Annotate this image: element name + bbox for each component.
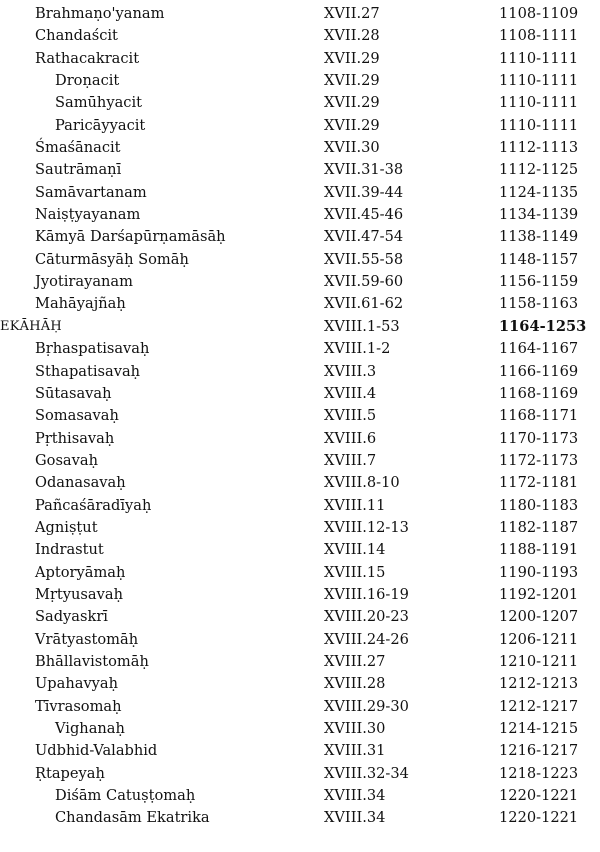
contents-row (0, 48, 600, 70)
chapter-reference: XVII.28 (324, 27, 380, 45)
chapter-reference: XVIII.14 (324, 541, 386, 559)
page-range: 1168-1171 (499, 407, 579, 425)
page-range: 1220-1221 (499, 809, 579, 827)
contents-row (0, 361, 600, 383)
page-range: 1164-1167 (499, 340, 579, 358)
rite-name: Paricāyyacit (55, 116, 146, 134)
rite-name: Vrātyastomāḥ (35, 630, 139, 648)
contents-row (0, 115, 600, 137)
chapter-reference: XVIII.6 (324, 429, 377, 447)
rite-name: Gosavaḥ (35, 451, 98, 469)
chapter-reference: XVIII.11 (324, 496, 386, 514)
chapter-reference: XVIII.31 (324, 742, 386, 760)
contents-row (0, 405, 600, 427)
chapter-reference: XVIII.1-2 (324, 340, 391, 358)
contents-row (0, 450, 600, 472)
page-range: 1108-1109 (499, 5, 579, 22)
rite-name: Indrastut (35, 541, 104, 559)
chapter-reference: XVIII.29-30 (324, 697, 409, 715)
rite-name: Samāvartanam (35, 183, 147, 201)
chapter-reference: XVII.47-54 (324, 228, 404, 246)
contents-row (0, 807, 600, 829)
chapter-reference: XVIII.34 (324, 787, 386, 805)
rite-name: Kāmyā Darśapūrṇamāsāḥ (35, 228, 226, 246)
contents-row (0, 495, 600, 517)
chapter-reference: XVIII.24-26 (324, 630, 409, 648)
chapter-reference: XVII.59-60 (324, 273, 404, 291)
contents-row (0, 383, 600, 405)
contents-row (0, 159, 600, 181)
rite-name: Droṇacit (55, 72, 120, 90)
contents-row (0, 740, 600, 762)
chapter-reference: XVIII.4 (324, 384, 377, 402)
chapter-reference: XVIII.30 (324, 720, 386, 737)
page-range: 1218-1223 (499, 764, 579, 782)
page-range: 1170-1173 (499, 429, 579, 447)
rite-name: Mahāyajñaḥ (35, 295, 126, 313)
contents-row (0, 562, 600, 584)
contents-row (0, 293, 600, 315)
chapter-reference: XVIII.12-13 (324, 518, 409, 536)
contents-row (0, 226, 600, 248)
rite-name: Rathacakracit (35, 49, 140, 67)
contents-row (0, 651, 600, 673)
rite-name: Odanasavaḥ (35, 474, 126, 492)
chapter-reference: XVIII.20-23 (324, 608, 409, 626)
rite-name: Aptoryāmaḥ (35, 563, 126, 581)
page-range: 1112-1125 (499, 161, 579, 179)
chapter-reference: XVII.29 (324, 94, 380, 112)
chapter-reference: XVIII.7 (324, 451, 377, 469)
page-range: 1168-1169 (499, 384, 579, 402)
contents-row (0, 785, 600, 807)
page-range: 1182-1187 (499, 518, 579, 536)
rite-name: Bṛhaspatisavaḥ (35, 340, 150, 358)
rite-name: Agniṣṭut (35, 518, 98, 536)
page-range: 1172-1173 (499, 451, 579, 469)
rite-name: Samūhyacit (55, 94, 142, 112)
chapter-reference: XVIII.27 (324, 652, 386, 670)
contents-row (0, 606, 600, 628)
rite-name: Sūtasavaḥ (35, 384, 112, 402)
page-range: 1172-1181 (499, 474, 579, 492)
rite-name: Cāturmāsyāḥ Somāḥ (35, 250, 189, 268)
rite-name: Diśām Catuṣṭomaḥ (55, 787, 196, 805)
rite-name: Vighanaḥ (55, 720, 125, 737)
page-range: 1206-1211 (499, 630, 579, 648)
rite-name: Pañcaśāradīyaḥ (35, 496, 152, 514)
chapter-reference: XVII.30 (324, 139, 380, 157)
page-range: 1164-1253 (499, 317, 587, 335)
chapter-reference: XVIII.1-53 (324, 317, 400, 335)
contents-row (0, 92, 600, 114)
page-range: 1190-1193 (499, 563, 579, 581)
rite-name: Mṛtyusavaḥ (35, 585, 123, 603)
contents-table (0, 3, 600, 830)
chapter-reference: XVIII.5 (324, 407, 377, 425)
page-range: 1156-1159 (499, 273, 579, 291)
page-range: 1180-1183 (499, 496, 579, 514)
chapter-reference: XVII.29 (324, 72, 380, 90)
page-range: 1200-1207 (499, 608, 579, 626)
chapter-reference: XVIII.3 (324, 362, 377, 380)
rite-name: Ṛtapeyaḥ (35, 764, 105, 782)
chapter-reference: XVIII.16-19 (324, 585, 409, 603)
contents-row (0, 472, 600, 494)
rite-name: Chandaścit (35, 27, 118, 45)
contents-row (0, 584, 600, 606)
page-range: 1212-1213 (499, 675, 579, 693)
chapter-reference: XVIII.34 (324, 809, 386, 827)
chapter-reference: XVIII.8-10 (324, 474, 400, 492)
page-range: 1192-1201 (499, 585, 579, 603)
page-range: 1214-1215 (499, 720, 579, 737)
contents-row (0, 204, 600, 226)
page-range: 1124-1135 (499, 183, 579, 201)
page-range: 1110-1111 (499, 72, 579, 90)
page-range: 1188-1191 (499, 541, 579, 559)
contents-row (0, 25, 600, 47)
contents-row (0, 673, 600, 695)
rite-name: Brahmaṇo'yanam (35, 5, 165, 22)
rite-name: Naiṣṭyayanam (35, 206, 141, 224)
page-range: 1166-1169 (499, 362, 579, 380)
chapter-reference: XVII.39-44 (324, 183, 404, 201)
page-range: 1216-1217 (499, 742, 579, 760)
contents-row (0, 428, 600, 450)
chapter-reference: XVII.45-46 (324, 206, 404, 224)
page-range: 1110-1111 (499, 49, 579, 67)
page-range: 1134-1139 (499, 206, 579, 224)
rite-name: Chandasām Ekatrika (55, 809, 210, 827)
rite-name: Bhāllavistomāḥ (35, 652, 149, 670)
rite-name: Pṛthisavaḥ (35, 429, 115, 447)
contents-row (0, 249, 600, 271)
page-range: 1110-1111 (499, 94, 579, 112)
contents-row (0, 763, 600, 785)
rite-name: Śmaśānacit (35, 139, 121, 157)
page-range: 1212-1217 (499, 697, 579, 715)
page-range: 1220-1221 (499, 787, 579, 805)
rite-name: Upahavyaḥ (35, 675, 119, 693)
contents-row (0, 3, 600, 25)
contents-row (0, 629, 600, 651)
page-range: 1158-1163 (499, 295, 579, 313)
chapter-reference: XVIII.28 (324, 675, 386, 693)
page-range: 1210-1211 (499, 652, 579, 670)
rite-name: Sautrāmaṇī (35, 161, 122, 179)
rite-name: Sthapatisavaḥ (35, 362, 141, 380)
chapter-reference: XVII.29 (324, 116, 380, 134)
page-range: 1138-1149 (499, 228, 579, 246)
contents-row (0, 70, 600, 92)
contents-row (0, 539, 600, 561)
chapter-reference: XVII.27 (324, 5, 380, 22)
rite-name: Jyotirayanam (35, 273, 133, 291)
chapter-reference: XVII.31-38 (324, 161, 404, 179)
rite-name: Udbhid-Valabhid (35, 742, 158, 760)
contents-row (0, 271, 600, 293)
chapter-reference: XVIII.15 (324, 563, 386, 581)
rite-name: Sadyaskrī (35, 608, 108, 626)
section-title: EKĀHĀḤ (0, 318, 62, 334)
page-range: 1148-1157 (499, 250, 579, 268)
rite-name: Somasavaḥ (35, 407, 119, 425)
chapter-reference: XVII.55-58 (324, 250, 404, 268)
chapter-reference: XVII.29 (324, 49, 380, 67)
chapter-reference: XVIII.32-34 (324, 764, 409, 782)
contents-row (0, 182, 600, 204)
contents-row (0, 338, 600, 360)
contents-row (0, 517, 600, 539)
chapter-reference: XVII.61-62 (324, 295, 404, 313)
contents-row (0, 718, 600, 740)
contents-row (0, 137, 600, 159)
page-range: 1112-1113 (499, 139, 579, 157)
contents-row (0, 696, 600, 718)
page-range: 1108-1111 (499, 27, 579, 45)
rite-name: Tīvrasomaḥ (35, 697, 122, 715)
page-range: 1110-1111 (499, 116, 579, 134)
section-heading-row (0, 316, 600, 338)
